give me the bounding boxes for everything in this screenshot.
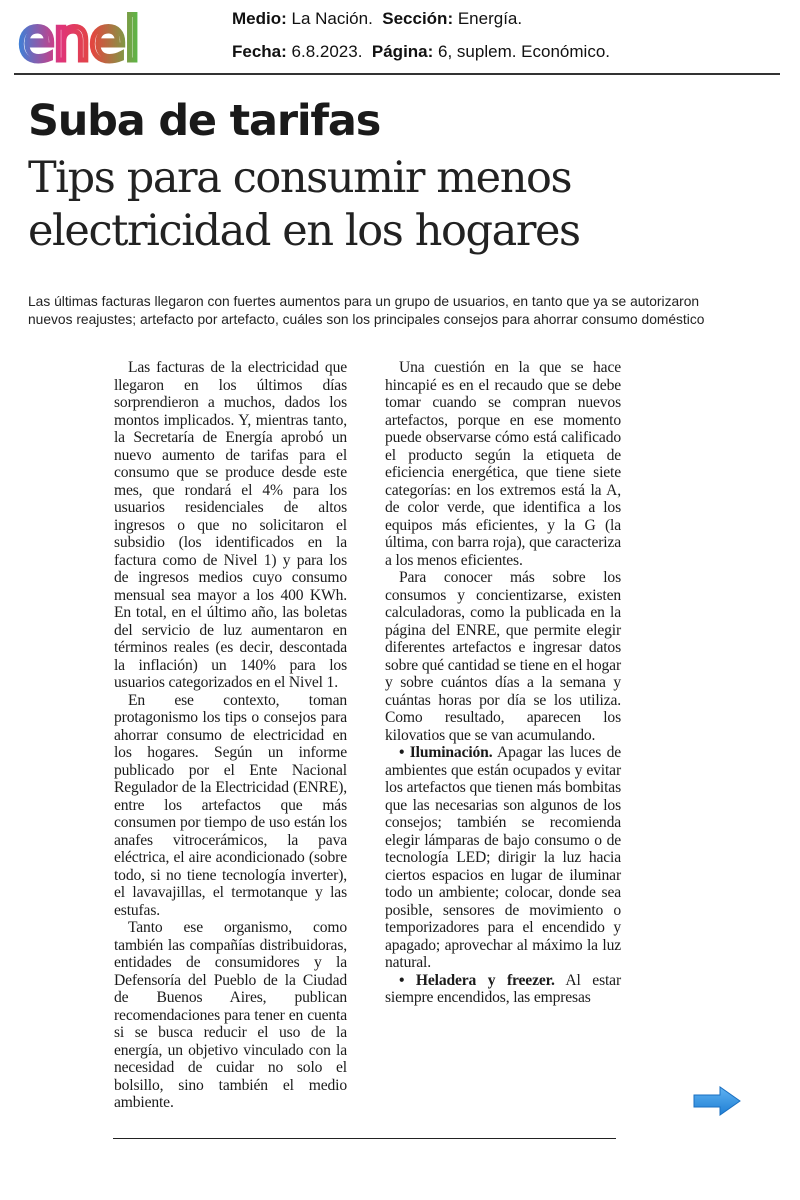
fecha-label: Fecha: [232,42,287,61]
fecha-value: 6.8.2023. [291,42,363,61]
article-headline [28,152,768,258]
subhead-iluminacion: • Iluminación. [399,744,493,761]
body-paragraph: Las facturas de la electricidad que llegaron en los últimos días sorprendieron a muchos, dados los montos implicados. Y, mientras tanto, la Secretaría de Energía aprobó un nuevo aumento de tarifas para el consumo que se produce desde este mes, que rondará el 4% para los usuarios residenciales de altos ingresos o que no solicitaron el subsidio (los identificados en la factura como de Nivel 1) y para los de ingresos medios cuyo consumo mensual sea mayor a los 400 KWh. En total, en el último año, las boletas del servicio de luz aumentaron en términos reales (es decir, descontada la inflación) un 140% para los usuarios categorizados en el Nivel 1. [114,359,347,691]
body-paragraph: Para conocer más sobre los consumos y concientizarse, existen calculadoras, como la publicada en la página del ENRE, que permite elegir diferentes artefactos e ingresar datos sobre qué cantidad se tiene en el hogar y sobre cuántos días a la semana y cuántas horas por día se los utiliza. Como resultado, aparecen los kilovatios que se van acumulando. [385,569,621,744]
heladera-text: Al estar siempre encendidos, las empresas [385,971,621,1006]
seccion-label: Sección: [382,9,454,28]
medio-label: Medio: [232,9,287,28]
subhead-heladera: • Heladera y freezer. [399,971,555,989]
header-line-2 [232,42,610,62]
right-arrow-icon[interactable] [692,1084,742,1118]
article-column-left [114,359,347,1112]
headline-line-1: Tips para consumir menos [28,153,572,203]
article-kicker: Suba de tarifas [28,96,381,146]
article-deck [28,293,788,329]
seccion-value: Energía. [457,9,523,28]
enel-logo [14,6,182,68]
footer-divider [113,1138,616,1139]
body-paragraph: Una cuestión en la que se hace hincapié es en el recaudo que se debe tomar cuando se compran nuevos artefactos, porque en ese momento puede observarse cómo está calificado el producto según la etiqueta de eficiencia energética, que tiene siete categorías: en los extremos está la A, de color verde, que identifica a los equipos más eficientes, y la G (la última, con barra roja), que caracteriza a los menos eficientes. [385,359,621,569]
headline-line-2: electricidad en los hogares [28,206,580,256]
enel-logo-text: enel [18,6,139,68]
header-divider [14,73,780,75]
body-paragraph: Tanto ese organismo, como también las compañías distribuidoras, entidades de consumidores y la Defensoría del Pueblo de la Ciudad de Buenos Aires, publican recomendaciones para tener en cuenta si se busca reducir el uso de la energía, un objetivo vinculado con la necesidad de cuidar no solo el bolsillo, sino también el medio ambiente. [114,919,347,1111]
iluminacion-text: Apagar las luces de ambientes que están ocupados y evitar los artefactos que tienen más bombitas que las necesarias son algunos de los consejos; también se recomienda elegir lámparas de bajo consumo o de tecnología LED; dirigir la luz hacia ciertos espacios en lugar de iluminar todo un ambiente; colocar, donde sea posible, sensores de movimiento o temporizadores para el encendido y apagado; aprovechar al máximo la luz natural. [385,744,621,971]
deck-line-1: Las últimas facturas llegaron con fuertes aumentos para un grupo de usuarios, en tanto que ya se autorizaron [28,294,700,309]
medio-value: La Nación. [291,9,373,28]
body-paragraph-heladera [385,972,621,1007]
body-paragraph: En ese contexto, toman protagonismo los tips o consejos para ahorrar consumo de electricidad en los hogares. Según un informe publicado por el Ente Nacional Regulador de la Electricidad (ENRE), entre los artefactos que más consumen por tiempo de uso están los anafes vitrocerámicos, la pava eléctrica, el aire acondicionado (sobre todo, si no tiene tecnología inverter), el lavavajillas, el termotanque y las estufas. [114,691,347,919]
header-line-1 [232,9,522,29]
deck-line-2: nuevos reajustes; artefacto por artefacto, cuáles son los principales consejos para ahorrar consumo doméstico [28,312,705,327]
article-column-right [385,359,621,1007]
body-paragraph-iluminacion [385,744,621,972]
pagina-label: Página: [371,42,434,61]
pagina-value: 6, suplem. Económico. [438,42,610,61]
